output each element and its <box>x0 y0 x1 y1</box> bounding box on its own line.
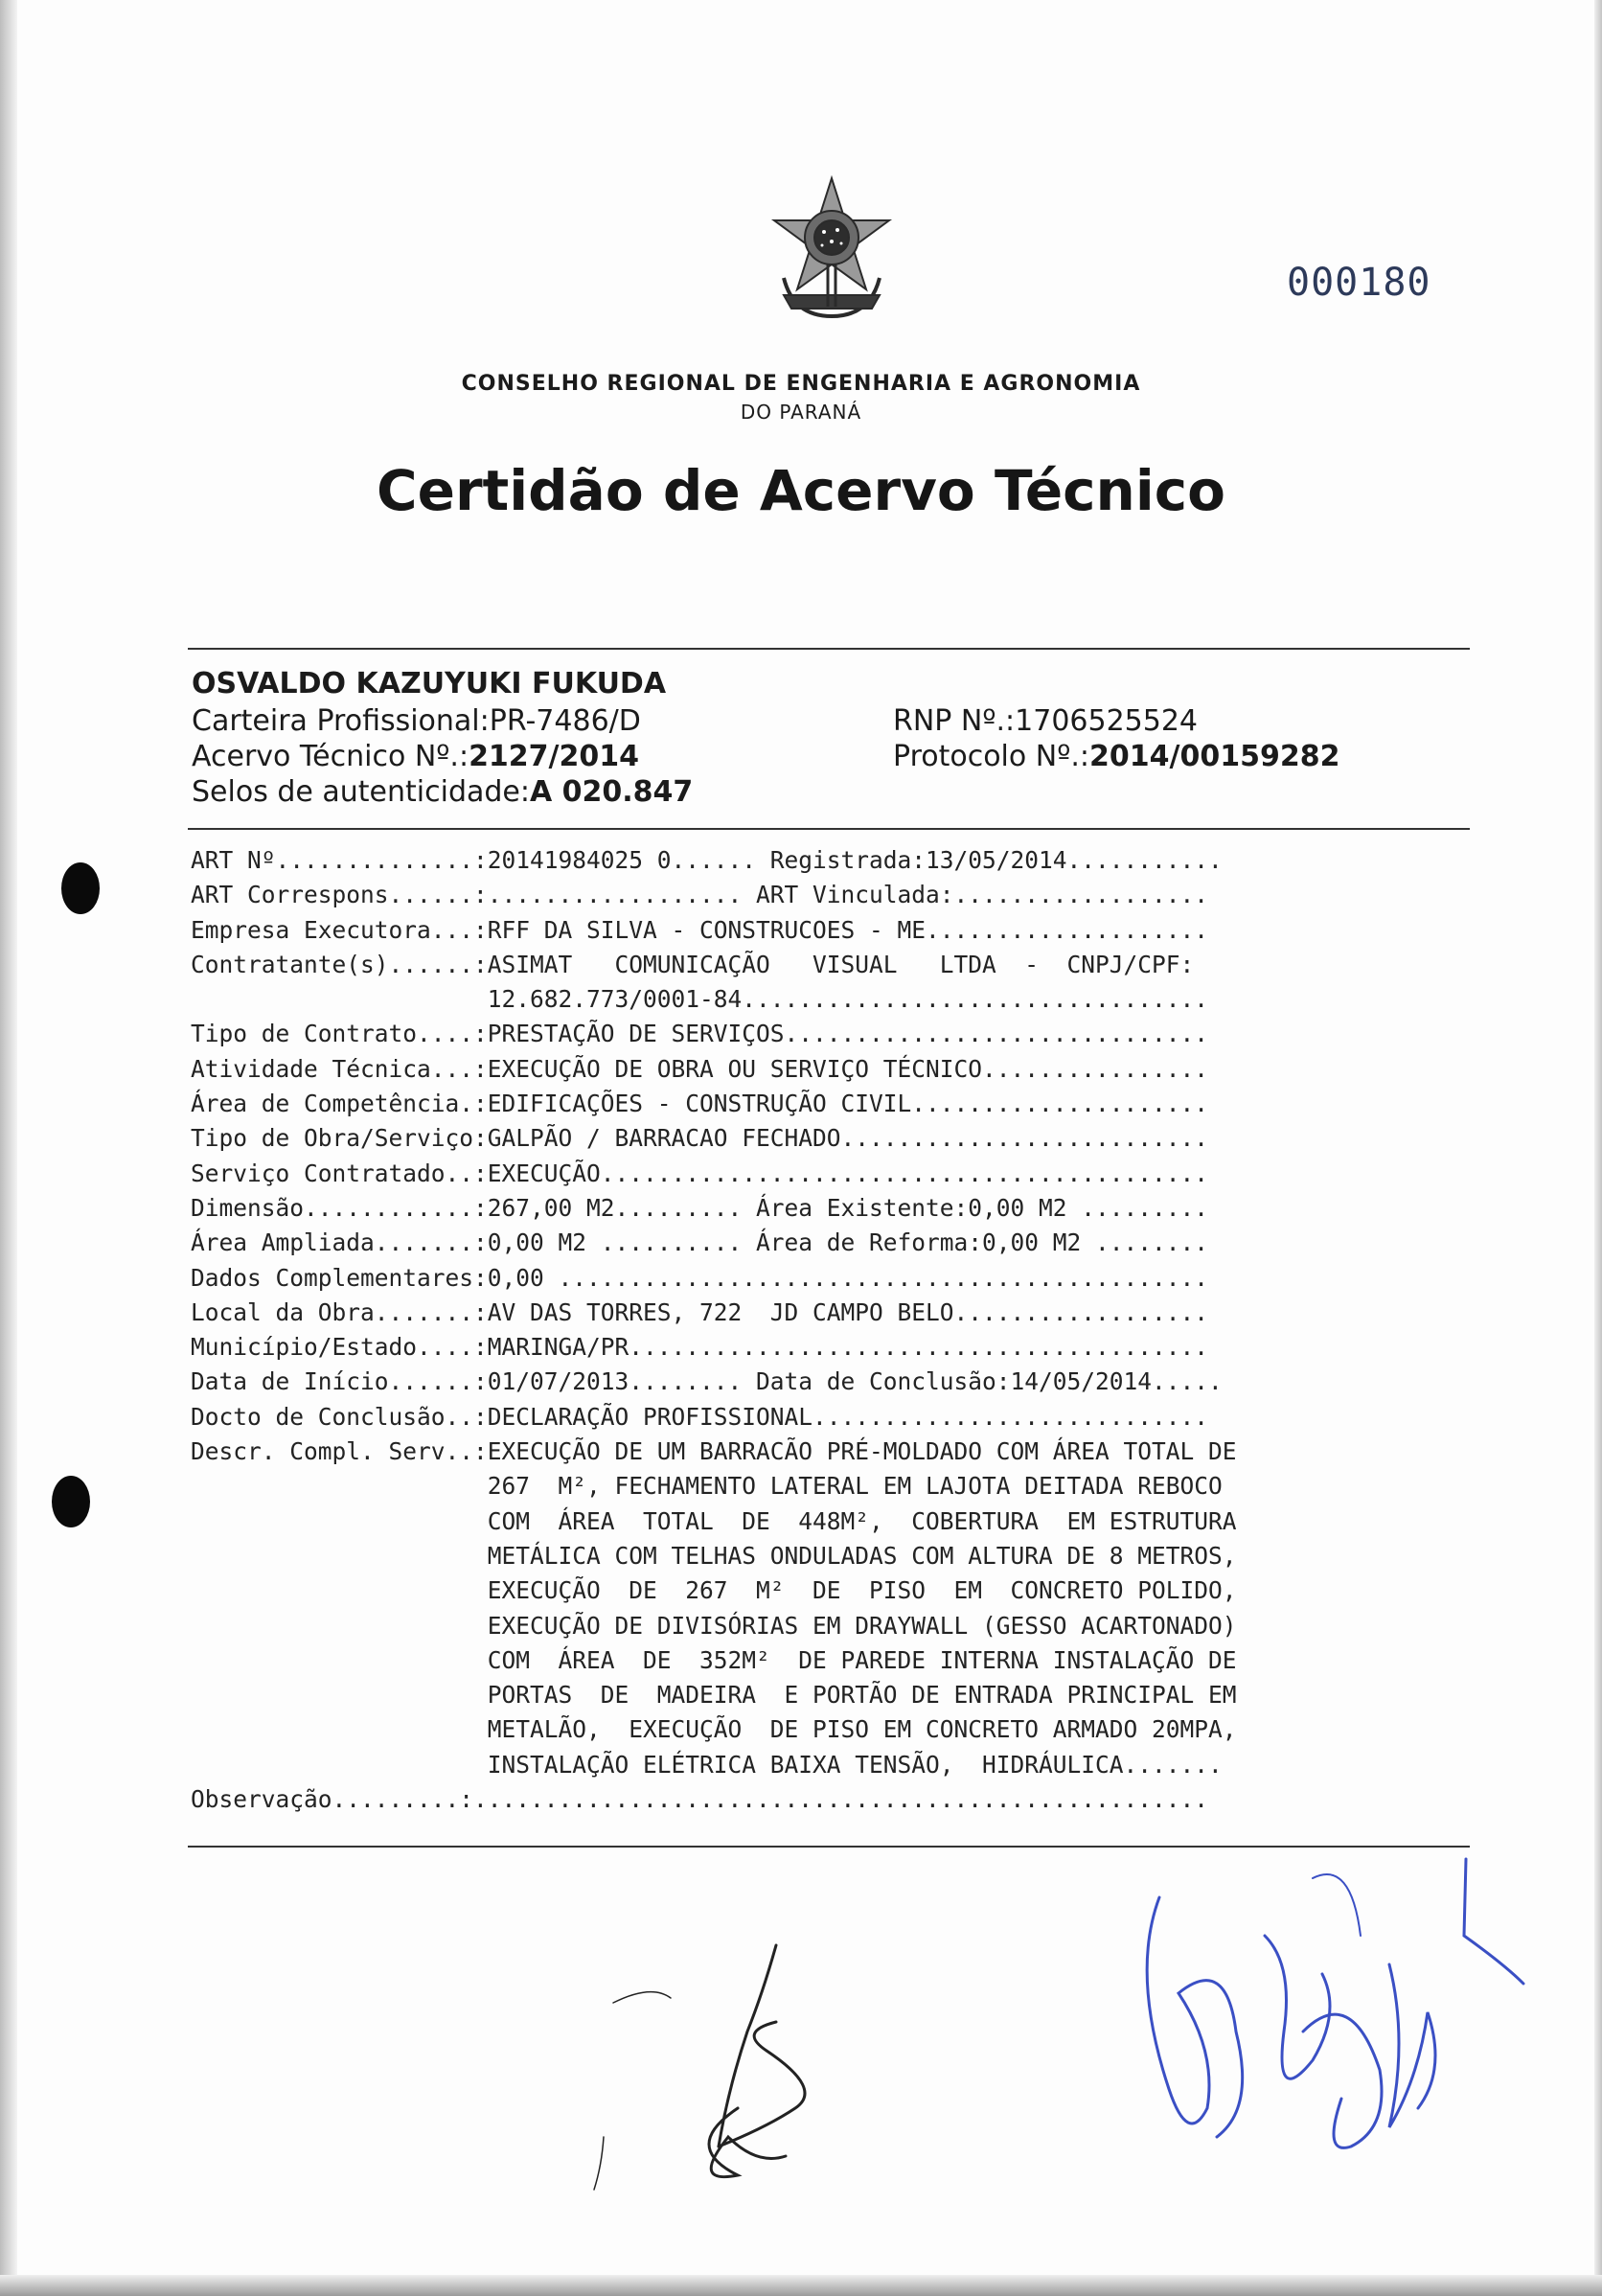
record-row <box>191 1017 1455 1051</box>
record-row <box>191 948 1455 982</box>
description-row <box>191 1504 1455 1539</box>
handwritten-signature-icon <box>575 1917 977 2204</box>
scan-edge-bottom <box>0 2275 1602 2296</box>
record-row <box>191 1226 1455 1260</box>
description-line: METALÃO, EXECUÇÃO DE PISO EM CONCRETO ARMADO 20MPA, <box>487 1715 1237 1744</box>
record-row <box>191 1400 1455 1435</box>
punch-hole-icon <box>61 862 100 914</box>
record-row <box>191 1261 1455 1296</box>
rnp-value: 1706525524 <box>1015 704 1199 738</box>
description-line: METÁLICA COM TELHAS ONDULADAS COM ALTURA DE 8 METROS, <box>487 1541 1237 1570</box>
record-row <box>191 1330 1455 1365</box>
record-label: Tipo de Contrato....: <box>191 1020 488 1048</box>
description-row <box>191 1539 1455 1573</box>
description-row <box>191 1609 1455 1643</box>
record-label: Contratante(s)......: <box>191 950 488 978</box>
record-value: EDIFICAÇÕES - CONSTRUÇÃO CIVIL..................... <box>487 1090 1209 1118</box>
record-value: EXECUÇÃO........................................... <box>487 1159 1209 1187</box>
divider <box>188 828 1470 830</box>
record-value: RFF DA SILVA - CONSTRUCOES - ME.................... <box>487 915 1209 944</box>
record-value: 12.682.773/0001-84................................. <box>487 985 1209 1014</box>
record-label: Empresa Executora...: <box>191 915 488 944</box>
record-value: 0,00 .............................................. <box>487 1263 1209 1292</box>
description-line: COM ÁREA DE 352M² DE PAREDE INTERNA INSTALAÇÃO DE <box>487 1645 1237 1674</box>
record-label: Serviço Contratado..: <box>191 1159 488 1187</box>
record-label: Atividade Técnica...: <box>191 1054 488 1083</box>
record-label: Área de Competência.: <box>191 1090 488 1118</box>
record-label: Tipo de Obra/Serviço: <box>191 1124 488 1153</box>
record-row <box>191 843 1455 878</box>
record-value: 0,00 M2 .......... Área de Reforma:0,00 M2 ........ <box>487 1228 1209 1257</box>
record-value: GALPÃO / BARRACAO FECHADO.......................... <box>487 1124 1209 1153</box>
acervo-value: 2127/2014 <box>469 740 640 773</box>
record-row <box>191 1296 1455 1330</box>
description-row <box>191 1748 1455 1782</box>
record-label: Docto de Conclusão..: <box>191 1402 488 1431</box>
description-row <box>191 1643 1455 1678</box>
punch-hole-icon <box>52 1476 90 1527</box>
holder-name: OSVALDO KAZUYUKI FUKUDA <box>192 667 667 700</box>
description-line: COM ÁREA TOTAL DE 448M², COBERTURA EM ESTRUTURA <box>487 1506 1237 1535</box>
record-value: 01/07/2013........ Data de Conclusão:14/05/2014..... <box>487 1367 1223 1396</box>
page-title: Certidão de Acervo Técnico <box>377 458 1225 523</box>
rnp-label: RNP Nº.: <box>893 704 1016 738</box>
document-number: 000180 <box>1287 261 1431 305</box>
rnp-row <box>893 703 1339 739</box>
organization-state: DO PARANÁ <box>740 401 862 424</box>
record-label: ART Nº..............: <box>191 846 488 874</box>
record-row <box>191 878 1455 912</box>
record-label: Local da Obra.......: <box>191 1297 488 1326</box>
description-line: INSTALAÇÃO ELÉTRICA BAIXA TENSÃO, HIDRÁULICA....... <box>487 1750 1223 1779</box>
record-label <box>191 985 488 1013</box>
selos-label: Selos de autenticidade: <box>192 775 530 809</box>
description-line: EXECUÇÃO DE 267 M² DE PISO EM CONCRETO POLIDO, <box>487 1576 1237 1605</box>
record-label: Município/Estado....: <box>191 1333 488 1362</box>
scan-edge-right <box>1594 0 1602 2296</box>
brazil-coat-of-arms-icon <box>765 172 899 326</box>
record-value: PRESTAÇÃO DE SERVIÇOS.............................. <box>487 1020 1209 1048</box>
description-row <box>191 1573 1455 1608</box>
record-value: AV DAS TORRES, 722 JD CAMPO BELO.................. <box>487 1297 1209 1326</box>
holder-details-right <box>893 703 1339 774</box>
observation-label: Observação.........: <box>191 1785 474 1814</box>
description-line: EXECUÇÃO DE UM BARRACÃO PRÉ-MOLDADO COM ÁREA TOTAL DE <box>487 1437 1237 1466</box>
record-value: ASIMAT COMUNICAÇÃO VISUAL LTDA - CNPJ/CPF: <box>487 950 1195 978</box>
record-row <box>191 913 1455 948</box>
record-row <box>191 1052 1455 1087</box>
record-row <box>191 1365 1455 1399</box>
record-value: DECLARAÇÃO PROFISSIONAL............................ <box>487 1402 1209 1431</box>
carteira-row <box>192 703 693 739</box>
description-line: EXECUÇÃO DE DIVISÓRIAS EM DRAYWALL (GESSO ACARTONADO) <box>487 1611 1237 1640</box>
acervo-label: Acervo Técnico Nº.: <box>192 740 469 773</box>
carteira-value: PR-7486/D <box>489 704 641 738</box>
record-value: 267,00 M2......... Área Existente:0,00 M2 ......... <box>487 1193 1209 1222</box>
record-label: Área Ampliada.......: <box>191 1228 488 1257</box>
protocolo-row <box>893 739 1339 774</box>
description-row <box>191 1712 1455 1747</box>
acervo-row <box>192 739 693 774</box>
record-label: Data de Início......: <box>191 1367 488 1396</box>
record-row <box>191 1157 1455 1191</box>
record-value: MARINGA/PR......................................... <box>487 1333 1209 1362</box>
selos-row <box>192 774 693 810</box>
record-label: Dimensão............: <box>191 1193 488 1222</box>
record-row <box>191 1087 1455 1121</box>
record-row <box>191 1121 1455 1156</box>
record-row <box>191 982 1455 1017</box>
organization-name: CONSELHO REGIONAL DE ENGENHARIA E AGRONOMIA <box>461 372 1141 396</box>
record-label: Dados Complementares: <box>191 1263 488 1292</box>
observation-value: .................................................... <box>473 1785 1209 1814</box>
protocolo-value: 2014/00159282 <box>1089 740 1340 773</box>
record-list <box>191 843 1455 1817</box>
selos-value: A 020.847 <box>529 775 694 809</box>
carteira-label: Carteira Profissional: <box>192 704 490 738</box>
observation-row <box>191 1782 1455 1817</box>
protocolo-label: Protocolo Nº.: <box>893 740 1090 773</box>
scan-edge-left <box>0 0 17 2296</box>
description-line: 267 M², FECHAMENTO LATERAL EM LAJOTA DEITADA REBOCO <box>487 1472 1223 1501</box>
divider <box>188 648 1470 650</box>
description-row <box>191 1469 1455 1504</box>
record-label: ART Correspons......: <box>191 881 488 909</box>
description-line: PORTAS DE MADEIRA E PORTÃO DE ENTRADA PRINCIPAL EM <box>487 1681 1237 1710</box>
description-label: Descr. Compl. Serv..: <box>191 1437 488 1466</box>
handwritten-signature-icon <box>1102 1821 1581 2204</box>
description-row <box>191 1435 1455 1469</box>
description-row <box>191 1678 1455 1712</box>
record-value: .................. ART Vinculada:.................. <box>487 881 1209 909</box>
record-row <box>191 1191 1455 1226</box>
record-value: EXECUÇÃO DE OBRA OU SERVIÇO TÉCNICO................ <box>487 1054 1209 1083</box>
record-value: 20141984025 0...... Registrada:13/05/2014........... <box>487 846 1223 874</box>
holder-details-left <box>192 703 693 810</box>
